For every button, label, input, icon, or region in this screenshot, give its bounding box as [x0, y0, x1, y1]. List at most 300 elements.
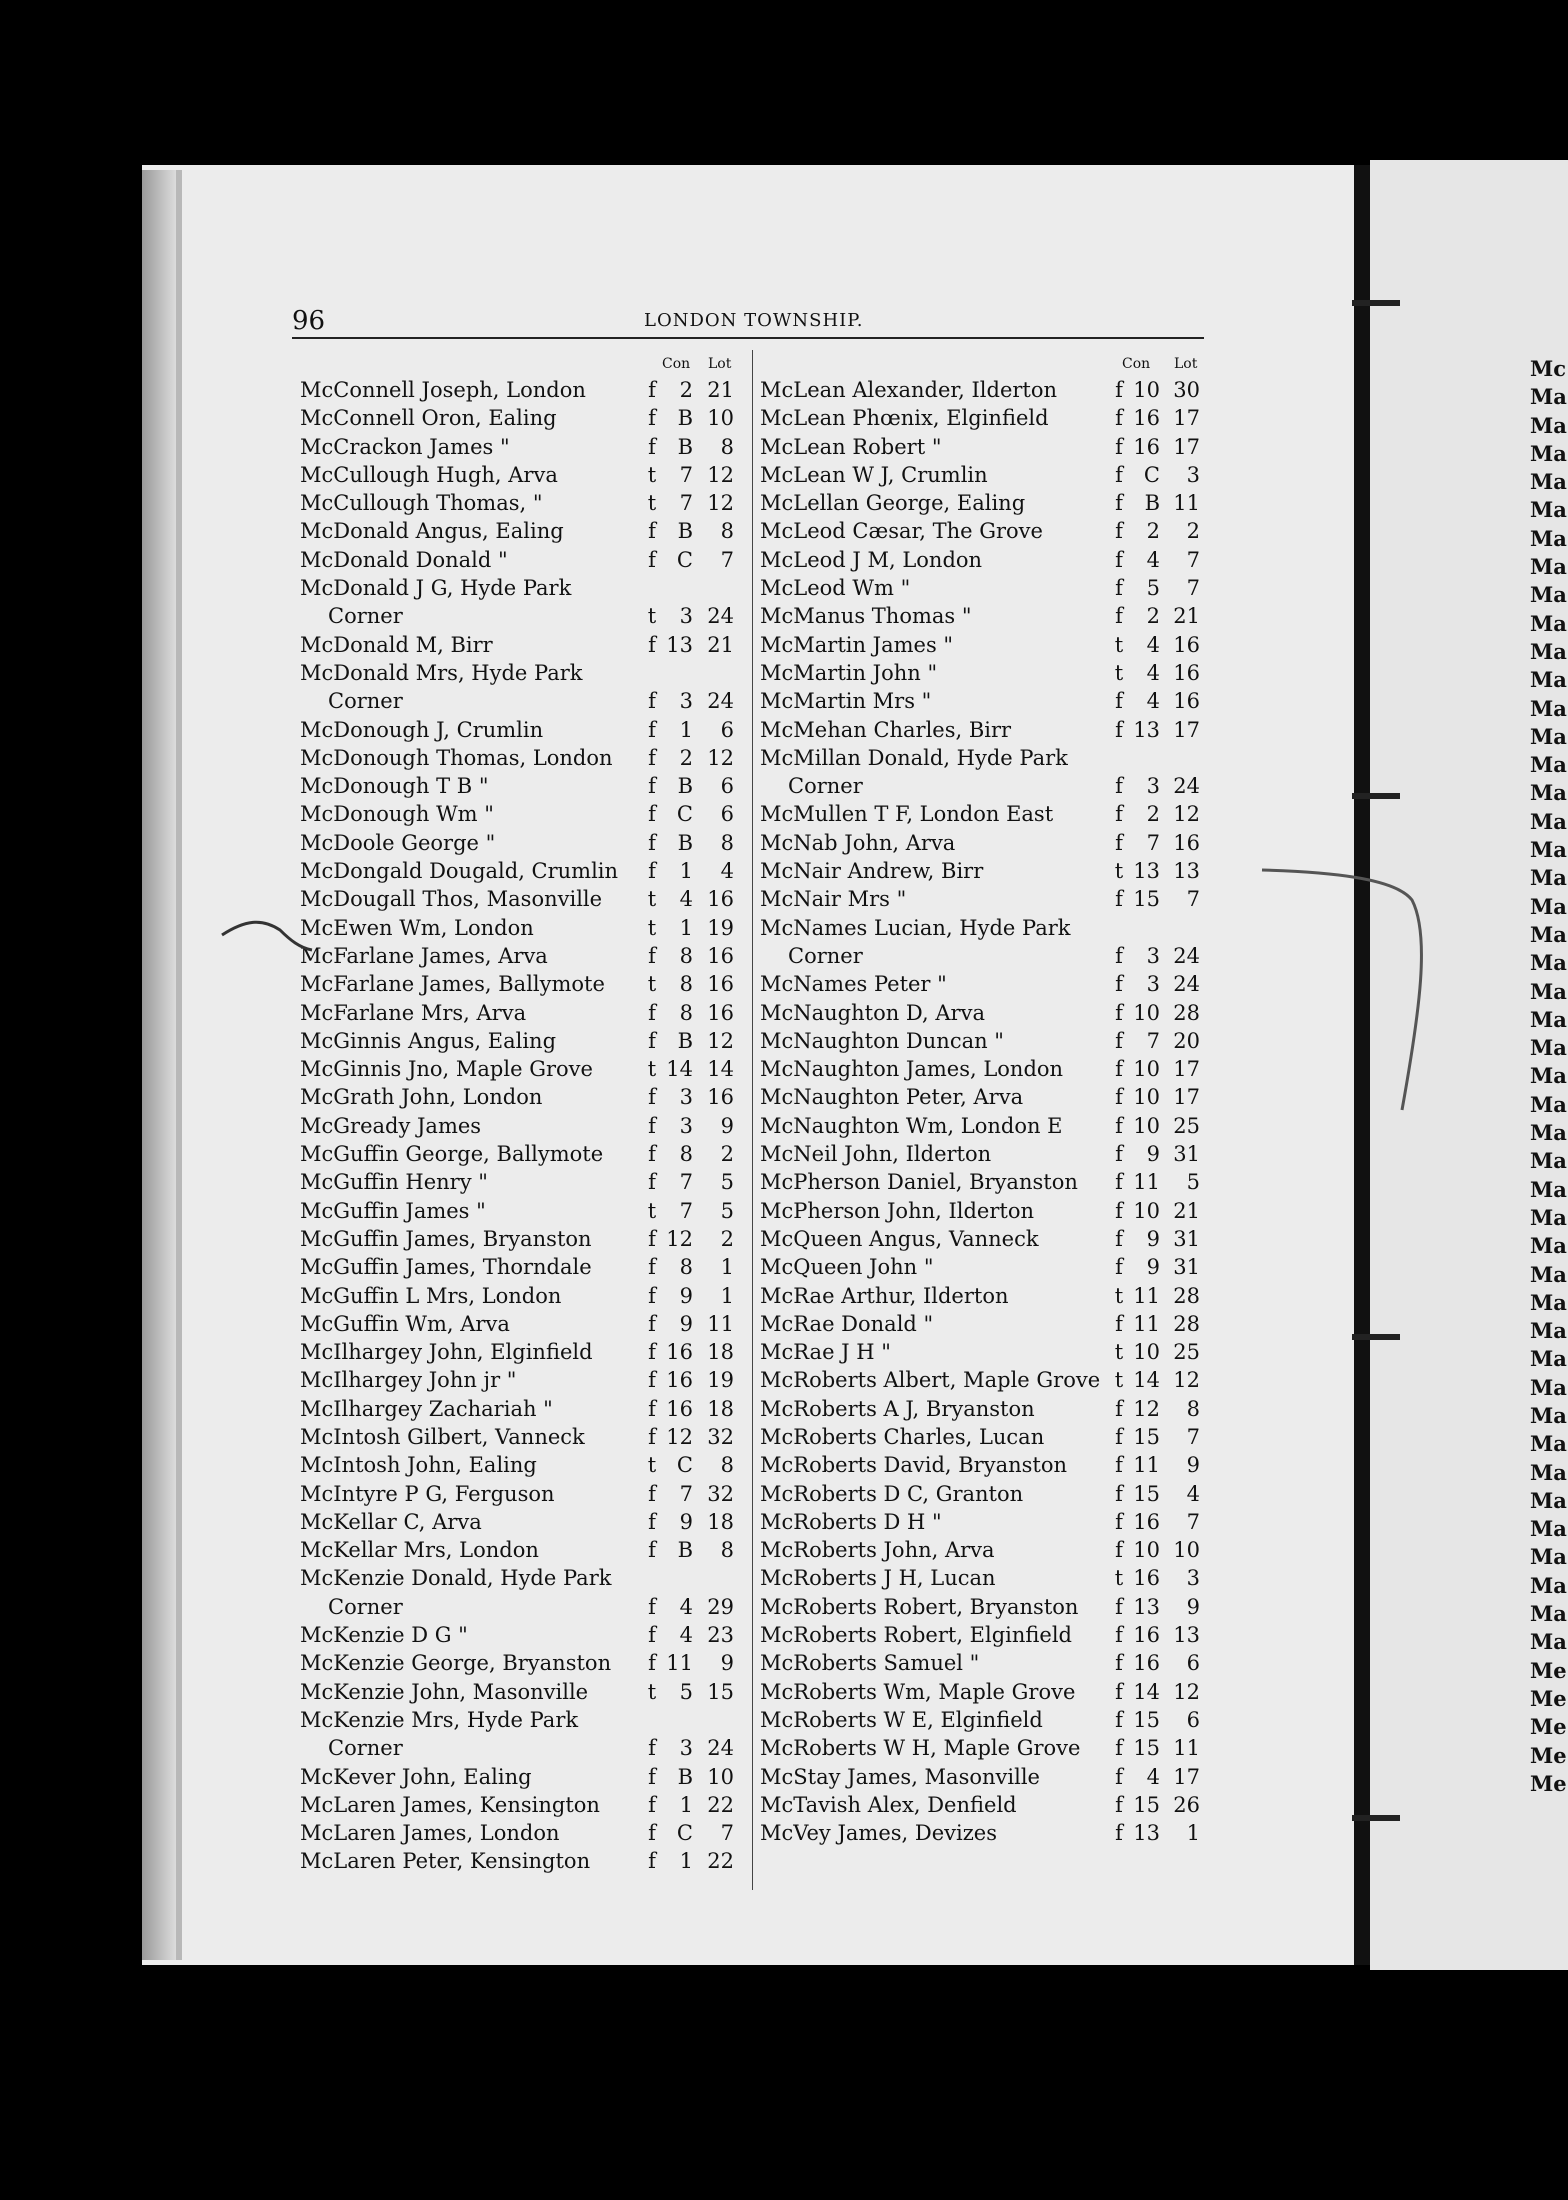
entry-lot: 16	[707, 943, 734, 968]
entry-name: McMehan Charles, Birr	[760, 717, 1012, 742]
entry-lot: 30	[1173, 378, 1200, 402]
entry-lot: 16	[707, 887, 734, 912]
entry-lot: 23	[707, 1623, 734, 1648]
entry-lot: 8	[720, 1538, 734, 1563]
entry-name: Corner	[788, 774, 863, 799]
next-page-fragment: Ma	[1530, 1601, 1567, 1627]
entry-tenure: f	[648, 1396, 656, 1421]
entry-tenure: f	[1115, 434, 1123, 459]
entry-lot: 7	[720, 547, 734, 572]
entry-tenure: f	[1115, 1396, 1123, 1421]
entry-lot: 7	[1186, 887, 1200, 912]
entry-concession: 9	[679, 1509, 693, 1534]
entry-lot: 25	[1173, 1340, 1200, 1365]
next-page-fragment: Ma	[1530, 1402, 1567, 1428]
entry-name: McLean Alexander, Ilderton	[760, 378, 1058, 402]
entry-tenure: f	[648, 717, 656, 742]
entry-tenure: t	[647, 1679, 657, 1704]
entry-lot: 6	[720, 774, 734, 799]
entry-name: McRoberts J H, Lucan	[760, 1566, 996, 1591]
entry-name: McIntyre P G, Ferguson	[300, 1481, 555, 1506]
entry-name: McFarlane James, Arva	[300, 943, 548, 968]
entry-tenure: f	[648, 1821, 656, 1846]
next-page-fragment: Ma	[1530, 440, 1567, 466]
entry-concession: 4	[1146, 547, 1160, 572]
next-page-fragment: Ma	[1530, 1459, 1567, 1485]
next-page-fragment: Ma	[1530, 469, 1567, 495]
entry-lot: 13	[1173, 1623, 1200, 1648]
entry-name: McKellar C, Arva	[300, 1509, 482, 1534]
entry-tenure: t	[647, 491, 657, 516]
entry-lot: 12	[707, 745, 734, 770]
entry-name: McRoberts A J, Bryanston	[760, 1396, 1035, 1421]
entry-concession: B	[677, 830, 693, 855]
entry-concession: 10	[1133, 1085, 1160, 1110]
entry-tenure: f	[648, 1736, 656, 1761]
next-page-fragment: Ma	[1530, 525, 1567, 551]
next-page-fragment: Ma	[1530, 837, 1567, 863]
entry-tenure: f	[1115, 1255, 1123, 1280]
entry-tenure: t	[1114, 1283, 1124, 1308]
entry-lot: 24	[707, 1736, 734, 1761]
entry-concession: 4	[1146, 1764, 1160, 1789]
next-page-fragment: Ma	[1530, 1544, 1567, 1570]
entry-tenure: f	[1115, 1170, 1123, 1195]
entry-name: McKenzie George, Bryanston	[300, 1651, 612, 1676]
entry-concession: 10	[1133, 378, 1160, 402]
entry-name: McDonald M, Birr	[300, 632, 493, 657]
entry-lot: 7	[1186, 1509, 1200, 1534]
entry-tenure: t	[647, 972, 657, 997]
entry-name: McRae J H "	[760, 1340, 891, 1365]
entry-concession: 4	[679, 887, 693, 912]
entry-tenure: f	[648, 689, 656, 714]
entry-concession: 7	[1146, 830, 1160, 855]
entry-lot: 11	[707, 1311, 734, 1336]
next-page-fragment: Ma	[1530, 1346, 1567, 1372]
next-page-fragment: Ma	[1530, 1204, 1567, 1230]
entry-tenure: t	[647, 462, 657, 487]
entry-concession: 1	[679, 915, 693, 940]
next-page-fragment: Ma	[1530, 780, 1567, 806]
entry-name: McCrackon James "	[300, 434, 510, 459]
next-page-fragment: Ma	[1530, 582, 1567, 608]
entry-tenure: f	[1115, 802, 1123, 827]
next-page-fragment: Me	[1530, 1657, 1567, 1683]
entry-lot: 6	[720, 802, 734, 827]
entry-tenure: t	[1114, 1566, 1124, 1591]
entry-name: McMartin Mrs "	[760, 689, 932, 714]
entry-lot: 9	[1186, 1453, 1200, 1478]
next-page-fragment: Ma	[1530, 497, 1567, 523]
entry-name: McLean Robert "	[760, 434, 942, 459]
entry-lot: 24	[1173, 972, 1200, 997]
entry-tenure: f	[1115, 1113, 1123, 1138]
entry-concession: B	[677, 1764, 693, 1789]
next-page-fragment: Ma	[1530, 554, 1567, 580]
entry-tenure: t	[647, 1198, 657, 1223]
entry-name: McRoberts John, Arva	[760, 1538, 995, 1563]
entry-tenure: f	[648, 1085, 656, 1110]
entry-lot: 28	[1173, 1000, 1200, 1025]
entry-concession: 12	[666, 1226, 693, 1251]
entry-lot: 9	[720, 1113, 734, 1138]
entry-concession: 2	[1146, 802, 1160, 827]
entry-tenure: f	[648, 1764, 656, 1789]
entry-name: McNames Lucian, Hyde Park	[760, 915, 1071, 940]
entry-tenure: f	[648, 859, 656, 884]
entry-tenure: t	[647, 887, 657, 912]
next-page-fragment: Ma	[1530, 412, 1567, 438]
entry-concession: 1	[679, 717, 693, 742]
next-page-fragment: Me	[1530, 1742, 1567, 1768]
next-page-fragment: Ma	[1530, 610, 1567, 636]
entry-name: McCullough Hugh, Arva	[300, 462, 558, 487]
entry-tenure: f	[1115, 887, 1123, 912]
entry-name: McNeil John, Ilderton	[760, 1142, 992, 1167]
page-number: 96	[292, 306, 326, 336]
entry-tenure: f	[1115, 1226, 1123, 1251]
entry-name: McPherson John, Ilderton	[760, 1198, 1034, 1223]
entry-tenure: f	[648, 1226, 656, 1251]
entry-tenure: f	[648, 1142, 656, 1167]
entry-tenure: t	[1114, 632, 1124, 657]
entry-tenure: f	[1115, 774, 1123, 799]
entry-tenure: f	[1115, 406, 1123, 431]
entry-lot: 2	[720, 1142, 734, 1167]
entry-name: McFarlane James, Ballymote	[300, 972, 605, 997]
entry-lot: 24	[1173, 943, 1200, 968]
entry-lot: 1	[720, 1283, 734, 1308]
entry-name: McManus Thomas "	[760, 604, 972, 629]
entry-lot: 20	[1173, 1028, 1200, 1053]
entry-lot: 11	[1173, 491, 1200, 516]
entry-name: McLellan George, Ealing	[760, 491, 1026, 516]
entry-name: McIlhargey John, Elginfield	[300, 1340, 593, 1365]
entry-name: McGuffin George, Ballymote	[300, 1142, 604, 1167]
entry-name: McConnell Joseph, London	[300, 378, 586, 402]
entry-lot: 8	[720, 519, 734, 544]
next-page-fragment: Ma	[1530, 865, 1567, 891]
entry-name: McGready James	[300, 1113, 482, 1138]
entry-concession: 3	[1146, 972, 1160, 997]
entry-lot: 2	[1186, 519, 1200, 544]
entry-concession: 3	[679, 1736, 693, 1761]
entry-tenure: f	[648, 1311, 656, 1336]
entry-concession: 5	[679, 1679, 693, 1704]
entry-concession: 12	[666, 1424, 693, 1449]
entry-tenure: f	[1115, 1764, 1123, 1789]
entry-name: Corner	[328, 1594, 403, 1619]
entry-lot: 24	[1173, 774, 1200, 799]
entry-tenure: f	[1115, 547, 1123, 572]
entry-name: McNaughton Wm, London E	[760, 1113, 1063, 1138]
entry-tenure: f	[1115, 1707, 1123, 1732]
entry-concession: B	[1144, 491, 1160, 516]
entry-concession: 16	[666, 1340, 693, 1365]
entry-name: McLaren James, London	[300, 1821, 560, 1846]
entry-lot: 13	[1173, 859, 1200, 884]
entry-name: McRoberts Samuel "	[760, 1651, 980, 1676]
entry-name: McRoberts W H, Maple Grove	[760, 1736, 1081, 1761]
entry-name: McQueen Angus, Vanneck	[760, 1226, 1039, 1251]
entry-concession: 3	[679, 604, 693, 629]
next-page-fragment: Ma	[1530, 950, 1567, 976]
entry-tenure: f	[1115, 576, 1123, 601]
entry-name: McNair Andrew, Birr	[760, 859, 984, 884]
entry-concession: 14	[1133, 1679, 1160, 1704]
entry-concession: 7	[1146, 1028, 1160, 1053]
next-page-fragment: Ma	[1530, 921, 1567, 947]
entry-concession: 10	[1133, 1198, 1160, 1223]
entry-tenure: f	[648, 1170, 656, 1195]
entry-concession: 4	[1146, 660, 1160, 685]
entry-concession: 16	[1133, 1623, 1160, 1648]
entry-concession: 15	[1133, 1481, 1160, 1506]
next-page-fragment: Ma	[1530, 1431, 1567, 1457]
entry-name: McGuffin Henry "	[300, 1170, 488, 1195]
entry-concession: C	[676, 802, 693, 827]
entry-concession: 3	[679, 1085, 693, 1110]
entry-tenure: f	[648, 1481, 656, 1506]
entry-lot: 12	[1173, 802, 1200, 827]
next-page-fragment: Ma	[1530, 1572, 1567, 1598]
entry-concession: 3	[679, 689, 693, 714]
entry-concession: 16	[1133, 1651, 1160, 1676]
entry-tenure: f	[1115, 1198, 1123, 1223]
entry-name: McIlhargey John jr "	[300, 1368, 517, 1393]
entry-lot: 16	[1173, 689, 1200, 714]
next-page-fragment: Ma	[1530, 723, 1567, 749]
entry-name: McKenzie D G "	[300, 1623, 468, 1648]
entry-concession: 15	[1133, 1792, 1160, 1817]
entry-lot: 32	[707, 1424, 734, 1449]
entry-lot: 17	[1173, 434, 1200, 459]
entry-lot: 15	[707, 1679, 734, 1704]
entry-tenure: f	[648, 378, 656, 402]
entry-tenure: f	[648, 1594, 656, 1619]
entry-concession: 16	[666, 1368, 693, 1393]
entry-tenure: f	[1115, 1000, 1123, 1025]
entry-lot: 26	[1173, 1792, 1200, 1817]
next-page-fragment: Ma	[1530, 893, 1567, 919]
entry-name: McVey James, Devizes	[760, 1821, 997, 1846]
entry-concession: 7	[679, 1198, 693, 1223]
entry-lot: 12	[1173, 1679, 1200, 1704]
entry-name: McRoberts David, Bryanston	[760, 1453, 1068, 1478]
entry-concession: B	[677, 406, 693, 431]
entry-tenure: f	[1115, 1453, 1123, 1478]
entry-concession: 13	[1133, 1594, 1160, 1619]
entry-tenure: f	[648, 1424, 656, 1449]
entry-concession: 4	[1146, 632, 1160, 657]
entry-concession: 16	[1133, 434, 1160, 459]
entry-tenure: f	[1115, 1028, 1123, 1053]
entry-name: McNaughton D, Arva	[760, 1000, 985, 1025]
next-page-fragment: Ma	[1530, 1629, 1567, 1655]
entry-concession: 15	[1133, 1736, 1160, 1761]
entry-concession: 14	[1133, 1368, 1160, 1393]
entry-lot: 1	[1186, 1821, 1200, 1846]
entry-tenure: f	[1115, 491, 1123, 516]
entry-concession: 9	[679, 1283, 693, 1308]
entry-name: McRoberts Robert, Elginfield	[760, 1623, 1072, 1648]
entry-tenure: f	[1115, 1311, 1123, 1336]
entry-lot: 5	[1186, 1170, 1200, 1195]
entry-name: McRoberts Albert, Maple Grove	[760, 1368, 1101, 1393]
entry-name: McMartin John "	[760, 660, 938, 685]
entry-tenure: t	[647, 1453, 657, 1478]
entry-lot: 5	[720, 1198, 734, 1223]
next-page-fragment: Ma	[1530, 1006, 1567, 1032]
entry-lot: 17	[1173, 1764, 1200, 1789]
entry-lot: 6	[1186, 1651, 1200, 1676]
entry-concession: 15	[1133, 1707, 1160, 1732]
next-page-fragment: Ma	[1530, 1091, 1567, 1117]
entry-lot: 24	[707, 604, 734, 629]
entry-tenure: f	[648, 1000, 656, 1025]
entry-name: McDonald J G, Hyde Park	[300, 576, 572, 601]
entry-concession: 8	[679, 1000, 693, 1025]
entry-lot: 10	[707, 1764, 734, 1789]
entry-name: McLaren James, Kensington	[300, 1792, 600, 1817]
entry-name: McFarlane Mrs, Arva	[300, 1000, 527, 1025]
entry-concession: 2	[1146, 519, 1160, 544]
entry-concession: B	[677, 1538, 693, 1563]
entry-name: McLeod Wm "	[760, 576, 911, 601]
entry-concession: 9	[1146, 1226, 1160, 1251]
entry-concession: 16	[666, 1396, 693, 1421]
entry-lot: 2	[720, 1226, 734, 1251]
entry-lot: 16	[1173, 632, 1200, 657]
entry-lot: 19	[707, 1368, 734, 1393]
entry-name: McGuffin James "	[300, 1198, 486, 1223]
next-page-fragment: Ma	[1530, 695, 1567, 721]
entry-concession: 3	[679, 1113, 693, 1138]
entry-tenure: f	[648, 802, 656, 827]
entry-lot: 17	[1173, 717, 1200, 742]
entry-name: McDoole George "	[300, 830, 496, 855]
entry-tenure: f	[1115, 1821, 1123, 1846]
entry-tenure: f	[648, 1538, 656, 1563]
stray-thread-mark	[1262, 870, 1421, 1110]
entry-concession: 8	[679, 1142, 693, 1167]
entry-lot: 12	[707, 1028, 734, 1053]
entry-name: McNaughton James, London	[760, 1057, 1064, 1082]
entry-lot: 29	[707, 1594, 734, 1619]
entry-lot: 25	[1173, 1113, 1200, 1138]
entry-name: McGuffin James, Thorndale	[300, 1255, 592, 1280]
entry-name: McDonald Angus, Ealing	[300, 519, 564, 544]
next-page-fragment: Ma	[1530, 1261, 1567, 1287]
entry-tenure: f	[648, 1509, 656, 1534]
entry-concession: 2	[679, 745, 693, 770]
entry-tenure: f	[1115, 1623, 1123, 1648]
entry-name: McTavish Alex, Denfield	[760, 1792, 1017, 1817]
entry-name: McRoberts Charles, Lucan	[760, 1424, 1045, 1449]
entry-concession: 7	[679, 491, 693, 516]
entry-concession: 13	[1133, 1821, 1160, 1846]
entry-concession: 9	[1146, 1142, 1160, 1167]
entry-concession: 4	[1146, 689, 1160, 714]
entry-name: McRoberts D C, Granton	[760, 1481, 1024, 1506]
entry-name: McDougall Thos, Masonville	[300, 887, 603, 912]
entry-lot: 31	[1173, 1255, 1200, 1280]
entry-concession: 9	[679, 1311, 693, 1336]
entry-concession: 11	[1133, 1311, 1160, 1336]
entry-name: McRoberts Robert, Bryanston	[760, 1594, 1079, 1619]
entry-name: McDonough Wm "	[300, 802, 494, 827]
entry-lot: 6	[720, 717, 734, 742]
entry-concession: 7	[679, 1481, 693, 1506]
entry-tenure: f	[648, 1283, 656, 1308]
entry-lot: 21	[1173, 1198, 1200, 1223]
entry-tenure: f	[648, 406, 656, 431]
entry-lot: 28	[1173, 1283, 1200, 1308]
entry-concession: 11	[666, 1651, 693, 1676]
entry-name: McMullen T F, London East	[760, 802, 1054, 827]
entry-lot: 1	[720, 1255, 734, 1280]
entry-name: McNab John, Arva	[760, 830, 956, 855]
entry-tenure: f	[648, 547, 656, 572]
entry-tenure: f	[648, 1623, 656, 1648]
entry-concession: 11	[1133, 1453, 1160, 1478]
entry-name: McDonough J, Crumlin	[300, 717, 544, 742]
entry-lot: 12	[707, 462, 734, 487]
entry-concession: 16	[1133, 1566, 1160, 1591]
entry-lot: 32	[707, 1481, 734, 1506]
entry-lot: 8	[720, 434, 734, 459]
entry-name: McKenzie Donald, Hyde Park	[300, 1566, 612, 1591]
entry-tenure: f	[1115, 1481, 1123, 1506]
entry-lot: 7	[720, 1821, 734, 1846]
entry-name: McGinnis Angus, Ealing	[300, 1028, 557, 1053]
entry-name: McLeod Cæsar, The Grove	[760, 519, 1043, 544]
next-page-fragment: Me	[1530, 1770, 1567, 1796]
entry-concession: 5	[1146, 576, 1160, 601]
entry-name: McKenzie Mrs, Hyde Park	[300, 1707, 579, 1732]
entry-concession: B	[677, 434, 693, 459]
entry-name: McMillan Donald, Hyde Park	[760, 745, 1068, 770]
next-page-fragment: Ma	[1530, 384, 1567, 410]
next-page-fragment: Ma	[1530, 1120, 1567, 1146]
entry-concession: 8	[679, 943, 693, 968]
entry-tenure: f	[1115, 1509, 1123, 1534]
entry-concession: 7	[679, 1170, 693, 1195]
entry-concession: 8	[679, 1255, 693, 1280]
entry-name: McGinnis Jno, Maple Grove	[300, 1057, 593, 1082]
entry-tenure: t	[1114, 859, 1124, 884]
entry-lot: 3	[1186, 462, 1200, 487]
next-page-fragment: Ma	[1530, 1063, 1567, 1089]
entry-lot: 16	[707, 972, 734, 997]
next-page-fragment: Me	[1530, 1685, 1567, 1711]
entry-name: McDonald Mrs, Hyde Park	[300, 660, 583, 685]
entry-concession: C	[676, 1821, 693, 1846]
entry-concession: 9	[1146, 1255, 1160, 1280]
next-page-fragment: Ma	[1530, 1289, 1567, 1315]
entry-concession: 4	[679, 1623, 693, 1648]
entry-name: Corner	[328, 1736, 403, 1761]
entry-lot: 11	[1173, 1736, 1200, 1761]
entry-lot: 31	[1173, 1226, 1200, 1251]
next-page-fragment: Ma	[1530, 1035, 1567, 1061]
entry-name: McRoberts D H "	[760, 1509, 942, 1534]
entry-name: McKever John, Ealing	[300, 1764, 532, 1789]
entry-concession: 2	[679, 378, 693, 402]
entry-lot: 16	[707, 1085, 734, 1110]
entry-concession: 15	[1133, 1424, 1160, 1449]
